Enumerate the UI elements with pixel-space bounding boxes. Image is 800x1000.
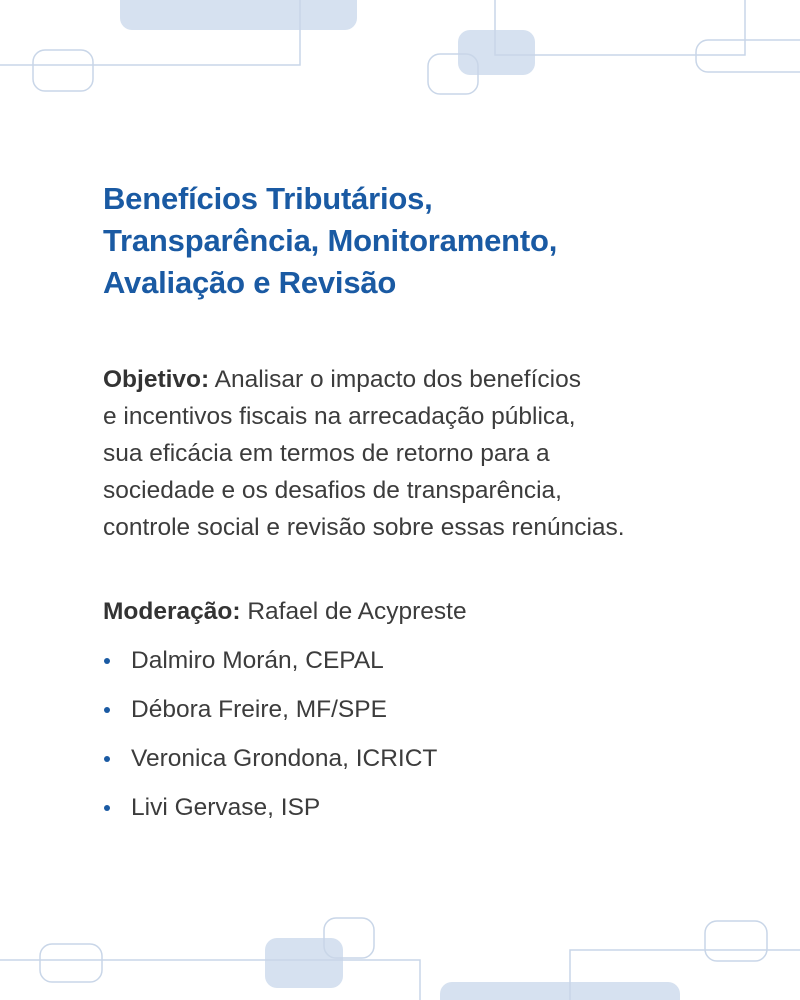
panelist-list	[103, 642, 437, 838]
bullet-icon	[104, 756, 110, 762]
objective-paragraph	[103, 361, 723, 546]
bullet-icon	[104, 658, 110, 664]
objective-text: Analisar o impacto dos benefícios	[209, 366, 581, 393]
panelist-name: Veronica Grondona, ICRICT	[131, 745, 438, 772]
list-item	[103, 691, 437, 740]
moderation-line	[103, 593, 467, 630]
deco-filled-block-bottom-center	[265, 938, 343, 988]
bullet-icon	[104, 707, 110, 713]
deco-filled-block-top-left	[120, 0, 357, 30]
objective-line: sua eficácia em termos de retorno para a	[103, 440, 550, 467]
deco-filled-block-top-center	[458, 30, 535, 75]
objective-line	[103, 361, 723, 398]
objective-label: Objetivo:	[103, 366, 210, 393]
deco-outline-top-left	[33, 50, 93, 91]
moderator-name: Rafael de Acypreste	[240, 598, 467, 625]
title-line: Transparência, Monitoramento,	[103, 223, 558, 258]
list-item	[103, 642, 437, 691]
deco-filled-block-bottom-right	[440, 982, 680, 1000]
moderation-label: Moderação:	[103, 598, 241, 625]
objective-line: sociedade e os desafios de transparência,	[103, 477, 562, 504]
deco-outline-bottom-right	[705, 921, 767, 961]
title-line: Avaliação e Revisão	[103, 265, 397, 300]
panelist-name: Livi Gervase, ISP	[131, 794, 321, 821]
bullet-icon	[104, 805, 110, 811]
panelist-name: Débora Freire, MF/SPE	[131, 696, 387, 723]
panelist-name: Dalmiro Morán, CEPAL	[131, 647, 384, 674]
list-item	[103, 789, 437, 838]
deco-line-bottom-left	[0, 960, 420, 1000]
deco-outline-bottom-left	[40, 944, 102, 982]
title-line: Benefícios Tributários,	[103, 181, 433, 216]
objective-line: controle social e revisão sobre essas renúncias.	[103, 514, 625, 541]
objective-line: e incentivos fiscais na arrecadação pública,	[103, 403, 576, 430]
deco-outline-top-right	[696, 40, 800, 72]
list-item	[103, 740, 437, 789]
session-title	[103, 178, 557, 304]
